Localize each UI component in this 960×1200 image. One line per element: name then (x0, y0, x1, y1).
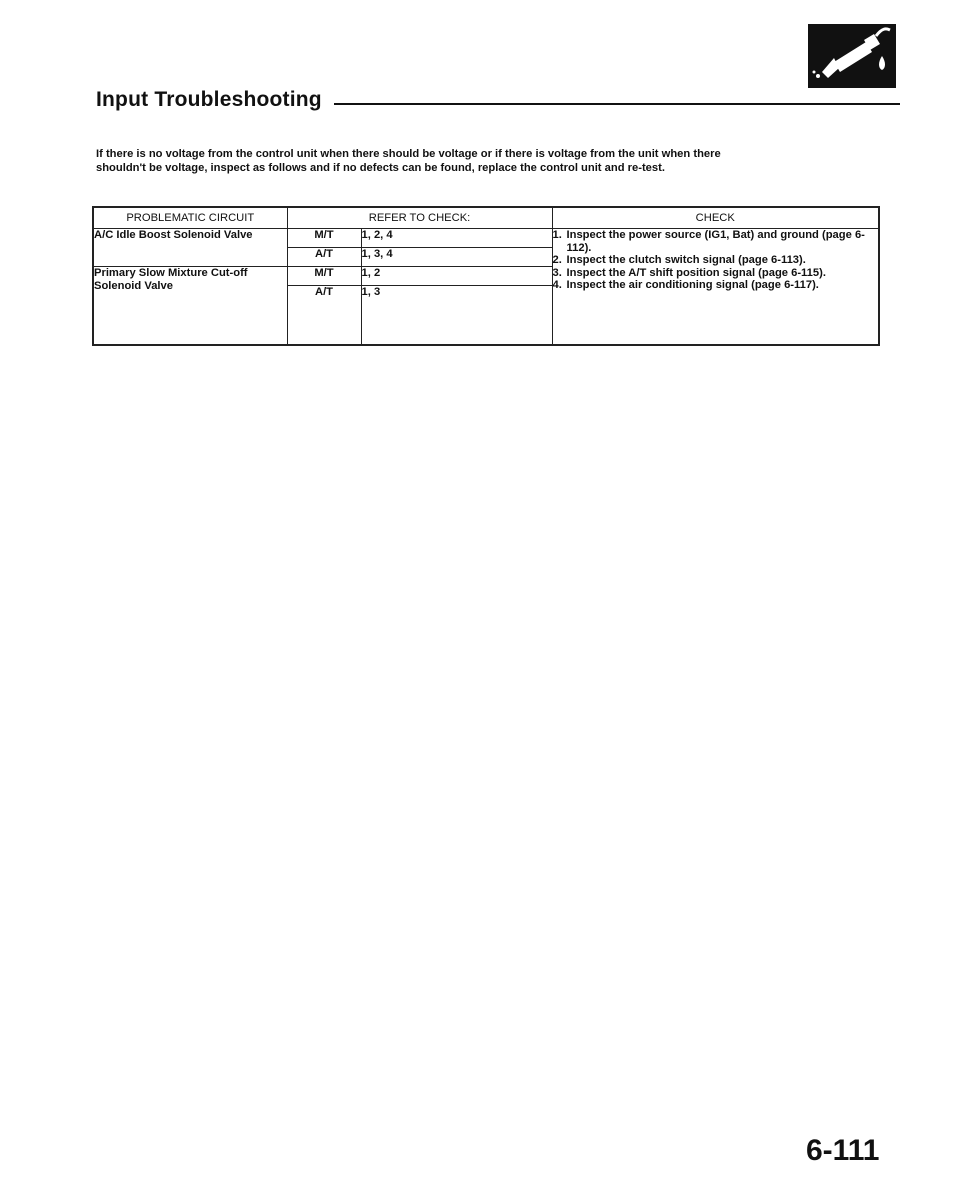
check-item-text: Inspect the power source (IG1, Bat) and ground (page 6-112). (566, 229, 865, 254)
header-refer-to-check: REFER TO CHECK: (287, 207, 552, 229)
table-row (93, 229, 879, 248)
title-underline (334, 103, 900, 105)
transmission-cell: M/T (287, 229, 361, 248)
refer-checks-cell: 1, 3, 4 (361, 248, 552, 267)
check-item-text: Inspect the clutch switch signal (page 6-113). (566, 254, 806, 266)
refer-checks-cell: 1, 2, 4 (361, 229, 552, 248)
check-item (553, 229, 879, 254)
circuit-cell: Primary Slow Mixture Cut-off Solenoid Valve (93, 267, 287, 346)
check-item-number: 1. (552, 229, 562, 241)
page-title: Input Troubleshooting (96, 88, 322, 111)
check-item-text: Inspect the A/T shift position signal (page 6-115). (566, 266, 826, 279)
check-item-text: Inspect the air conditioning signal (page 6-117). (566, 279, 819, 291)
check-item-number: 2. (552, 254, 562, 266)
header-check: CHECK (552, 207, 879, 229)
table-header-row (93, 207, 879, 229)
refer-checks-cell: 1, 2 (361, 267, 552, 286)
intro-paragraph (96, 147, 896, 175)
transmission-cell: M/T (287, 267, 361, 286)
check-list (552, 229, 879, 346)
intro-line: If there is no voltage from the control unit when there should be voltage or if there is voltage from the unit when there (96, 148, 721, 160)
check-item (553, 254, 879, 267)
fuel-injection-section-icon (808, 24, 896, 88)
page-number: 6-111 (806, 1134, 880, 1167)
check-item-number: 4. (552, 279, 562, 291)
check-item-number: 3. (552, 266, 562, 279)
page-header (96, 86, 900, 120)
header-problematic-circuit: PROBLEMATIC CIRCUIT (93, 207, 287, 229)
intro-line: shouldn't be voltage, inspect as follows and if no defects can be found, replace the control unit and re-test. (96, 162, 665, 174)
check-item (553, 279, 879, 292)
check-item (553, 267, 879, 280)
transmission-cell: A/T (287, 286, 361, 346)
input-troubleshooting-table (92, 206, 880, 346)
circuit-cell: A/C Idle Boost Solenoid Valve (93, 229, 287, 267)
refer-checks-cell: 1, 3 (361, 286, 552, 346)
transmission-cell: A/T (287, 248, 361, 267)
